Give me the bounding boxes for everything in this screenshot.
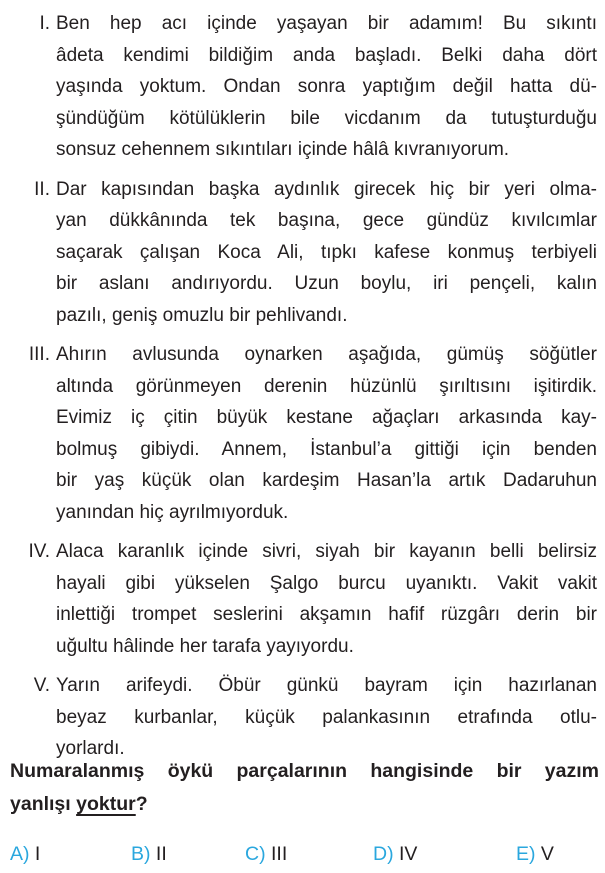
passage-number: V. [33,675,50,696]
option-d-text: IV [399,843,418,865]
option-a[interactable] [10,838,40,870]
passage-line: altında görünmeyen derenin hüzünlü şırıltısını işitirdik. [56,375,597,397]
question-underlined-word: yoktur [76,793,136,815]
question-stem [10,755,599,821]
passage-2 [0,174,605,332]
passage-line: bir aslanı andırıyordu. Uzun boylu, iri pençeli, kalın [56,273,597,294]
passage-line: Yarın arifeydi. Öbür günkü bayram için hazırlanan [56,675,597,696]
passage-number: IV. [28,541,50,562]
passage-line: yan dükkânında tek başına, gece gündüz kıvılcımlar [56,210,597,231]
passage-number: II. [34,178,50,200]
passage-line: hayali gibi yükselen Şalgo burcu uyanıktı. Vakit vakit [56,572,597,594]
passage-line: saçarak çalışan Koca Ali, tıpkı kafese konmuş terbiyeli [56,241,597,263]
passage-4 [0,536,605,662]
passage-1 [0,8,605,166]
passage-number: III. [28,344,50,365]
passage-line: yanından hiç ayrılmıyorduk. [56,501,289,523]
passage-line: pazılı, geniş omuzlu bir pehlivandı. [56,304,348,326]
option-d-letter: D) [373,843,394,865]
passage-line: Alaca karanlık içinde sivri, siyah bir kayanın belli belirsiz [56,541,597,562]
passage-line: yaşında yoktum. Ondan sonra yaptığım değil hatta dü- [56,76,597,97]
option-c-text: III [271,843,288,865]
option-d[interactable] [373,838,417,870]
passage-number: I. [39,13,50,34]
option-e-letter: E) [516,843,536,865]
option-e[interactable] [516,838,554,870]
option-b-letter: B) [131,843,151,865]
question-line-2 [10,788,599,821]
answer-options [0,838,605,870]
option-b[interactable] [131,838,167,870]
option-b-text: II [155,843,167,865]
passage-line: yorlardı. [56,738,125,759]
passage-line: inlettiği trompet seslerini akşamın hafif rüzgârı derin bir [56,604,597,625]
question-line-2-prefix: yanlışı [10,793,77,815]
question-line-2-suffix: ? [135,793,148,815]
passage-list [0,8,605,773]
question-line-1: Numaralanmış öykü parçalarının hangisinde bir yazım [10,760,599,782]
option-c-letter: C) [245,843,266,865]
passage-line: Evimiz iç çitin büyük kestane ağaçları arkasında kay- [56,407,597,428]
option-e-text: V [540,843,554,865]
option-c[interactable] [245,838,287,870]
option-a-text: I [34,843,41,865]
passage-5 [0,670,605,765]
passage-line: beyaz kurbanlar, küçük palankasının etrafında otlu- [56,706,597,728]
option-a-letter: A) [10,843,30,865]
passage-line: bolmuş gibiydi. Annem, İstanbul’a gittiği için benden [56,438,597,460]
passage-line: Ahırın avlusunda oynarken aşağıda, gümüş söğütler [56,344,597,365]
passage-line: âdeta kendimi bildiğim anda başladı. Belki daha dört [56,44,597,66]
passage-3 [0,339,605,528]
passage-line: sonsuz cehennem sıkıntıları içinde hâlâ kıvranıyorum. [56,139,510,160]
passage-line: Ben hep acı içinde yaşayan bir adamım! Bu sıkıntı [56,13,597,34]
passage-line: bir yaş küçük olan kardeşim Hasan’la artık Dadaruhun [56,470,597,491]
passage-line: Dar kapısından başka aydınlık girecek hiç bir yeri olma- [56,178,597,200]
passage-line: şündüğüm kötülüklerin bile vicdanım da tutuşturduğu [56,107,597,129]
passage-line: uğultu hâlinde her tarafa yayıyordu. [56,635,354,657]
